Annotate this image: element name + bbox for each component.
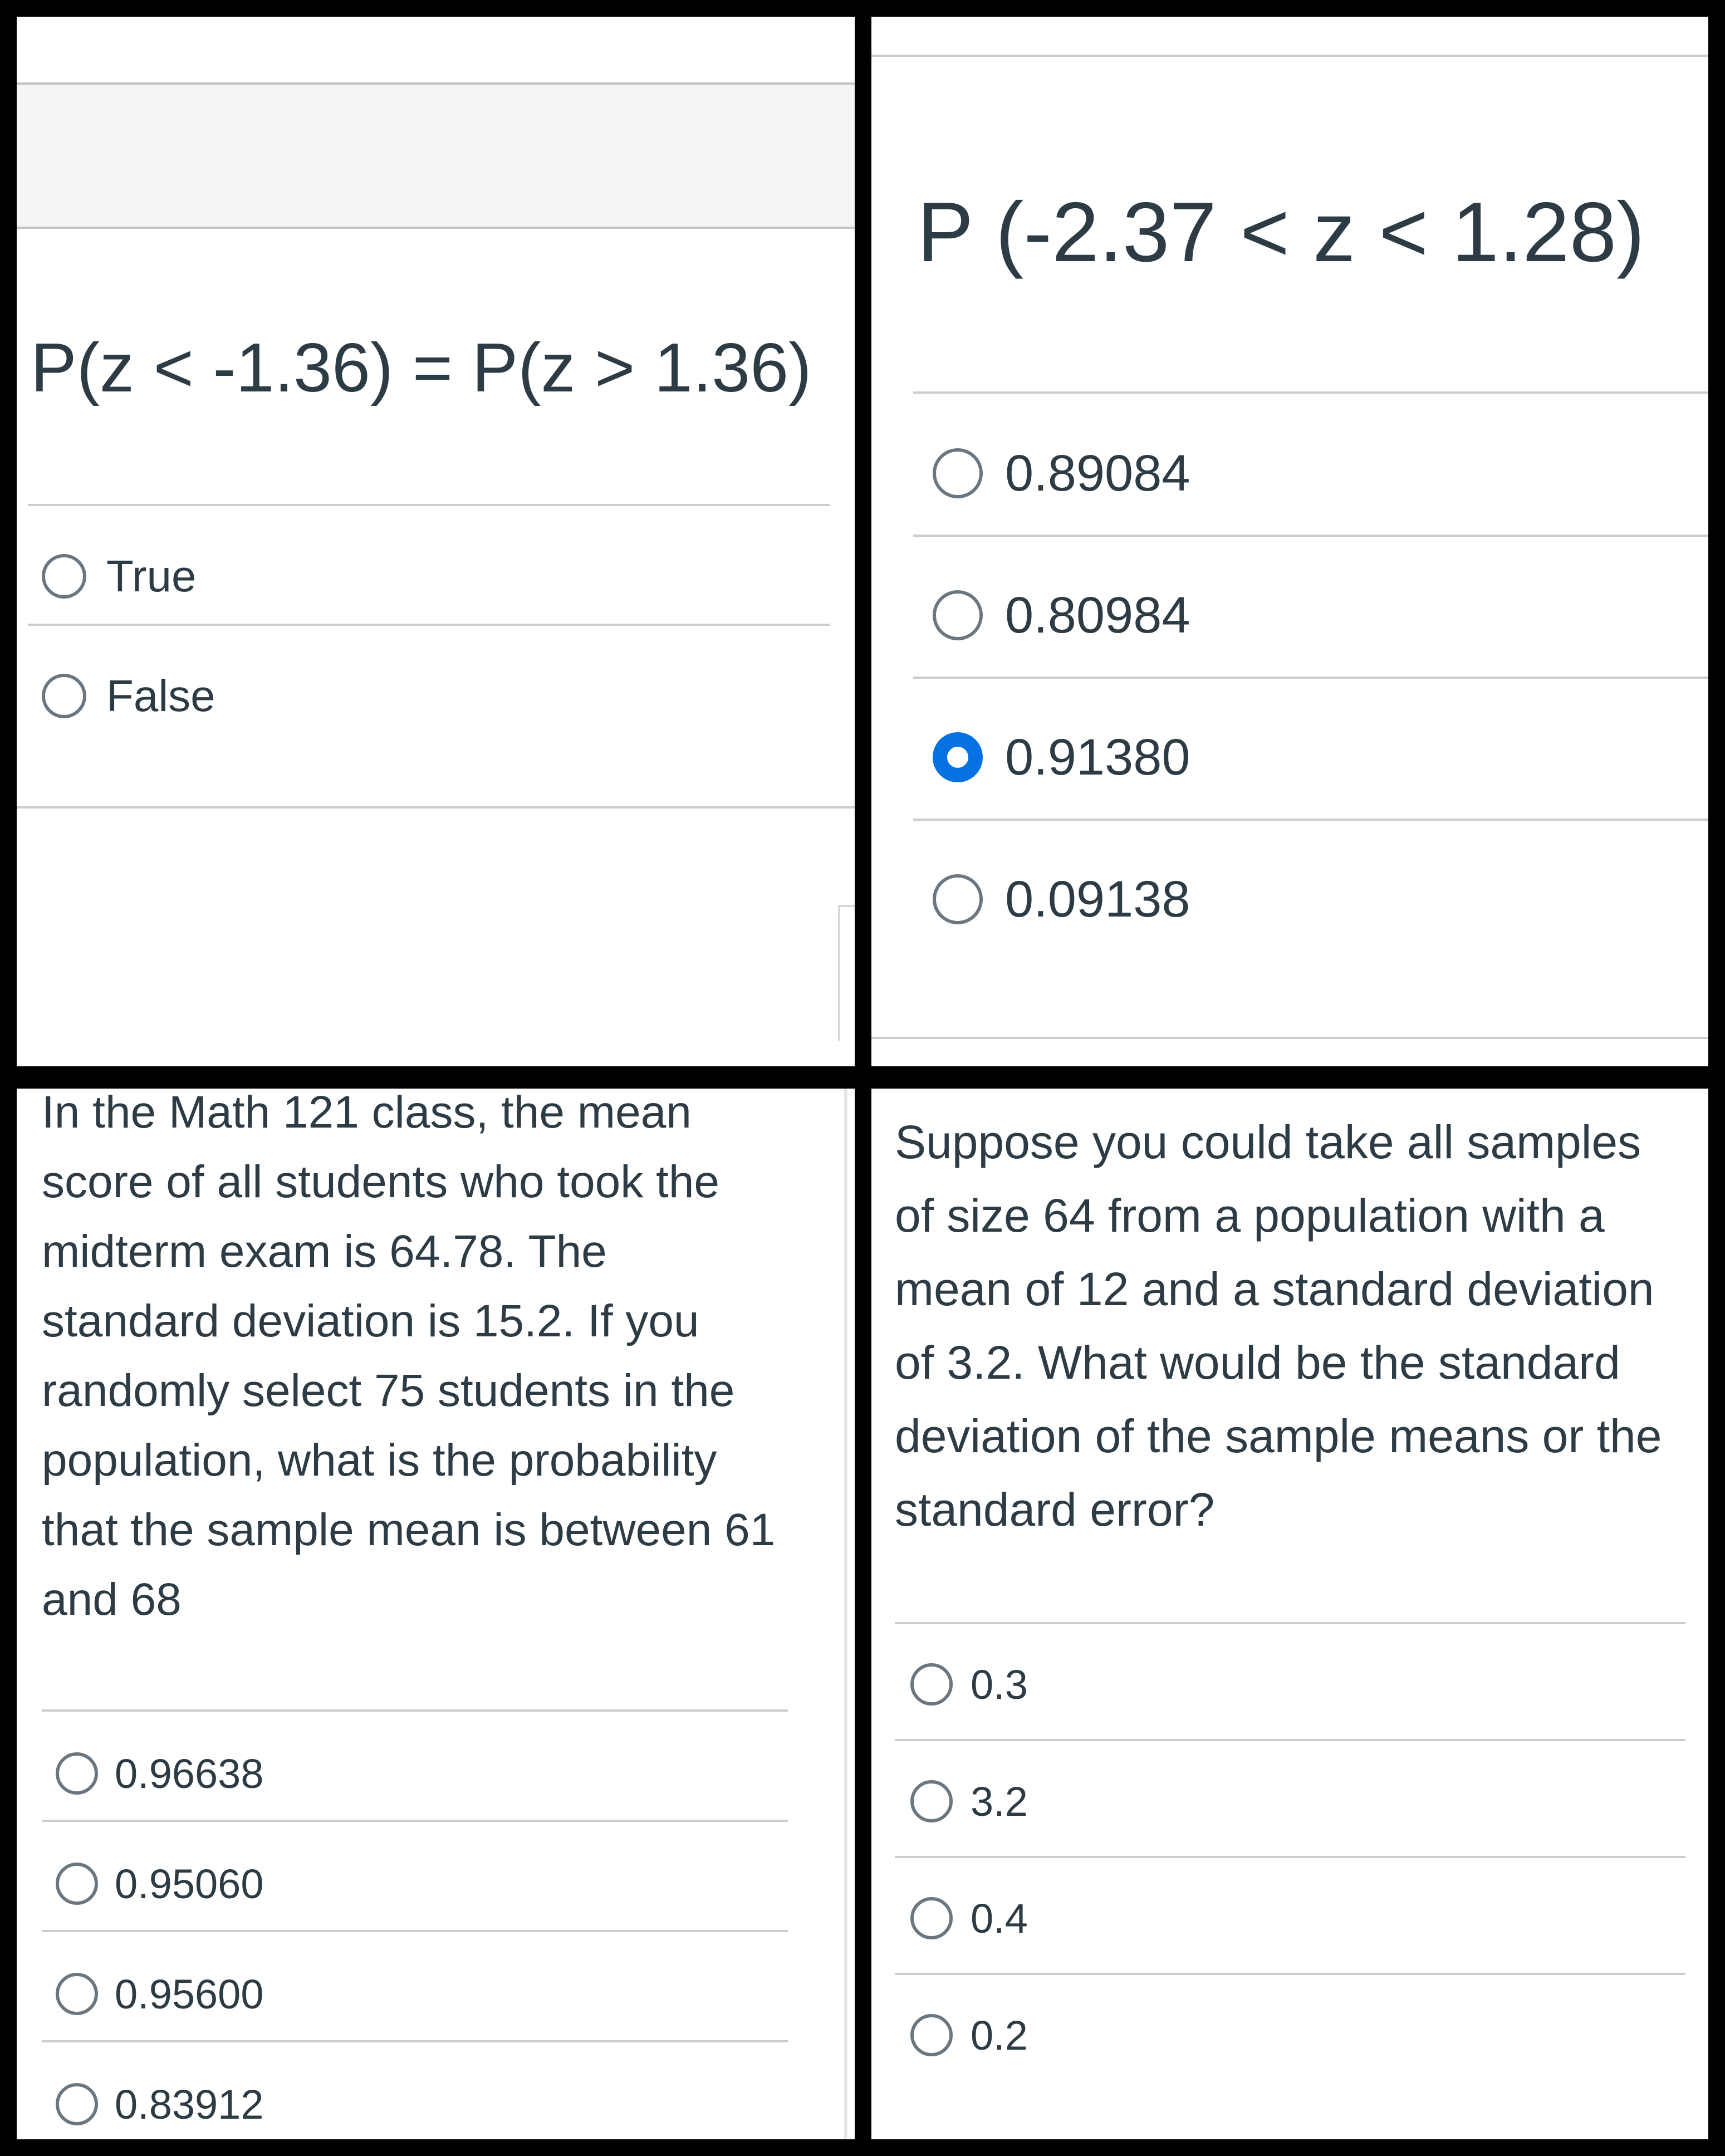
radio-button-icon[interactable] — [910, 1780, 953, 1822]
divider — [895, 1739, 1685, 1741]
radio-button-icon[interactable] — [56, 2083, 98, 2125]
radio-button-icon[interactable] — [910, 1897, 953, 1939]
question-text-line: and 68 — [42, 1574, 182, 1625]
panel-standard-error-question — [871, 1089, 1708, 2139]
panel-z-probability-question — [871, 17, 1708, 1066]
question-text-line: randomly select 75 students in the — [42, 1365, 735, 1416]
radio-button-icon[interactable] — [933, 874, 983, 924]
panel-header-band — [17, 82, 855, 229]
question-text-line: that the sample mean is between 61 — [42, 1505, 776, 1555]
question-text-line: of size 64 from a population with a — [895, 1189, 1605, 1242]
divider — [913, 819, 1708, 821]
answer-option-4[interactable] — [910, 1996, 1028, 2074]
answer-option-label: 0.2 — [971, 2012, 1028, 2059]
answer-option-label: 0.96638 — [115, 1750, 264, 1797]
question-text-line: midterm exam is 64.78. The — [42, 1226, 607, 1277]
answer-option-3-selected[interactable] — [933, 693, 1190, 821]
answer-option-4[interactable] — [933, 835, 1190, 963]
question-text-line: Suppose you could take all samples — [895, 1116, 1641, 1168]
divider — [17, 806, 855, 808]
answer-option-label: False — [106, 671, 215, 721]
answer-option-4[interactable] — [56, 2051, 264, 2139]
answer-option-label: 0.80984 — [1005, 586, 1190, 644]
answer-option-2[interactable] — [910, 1762, 1028, 1840]
answer-option-label: True — [106, 551, 197, 601]
question-text-line: mean of 12 and a standard deviation — [895, 1263, 1654, 1315]
answer-option-label: 0.3 — [971, 1661, 1028, 1708]
divider — [871, 55, 1708, 57]
divider — [42, 1709, 788, 1712]
panel-sample-mean-question — [17, 1089, 855, 2139]
radio-button-icon[interactable] — [42, 554, 86, 599]
question-text-line: In the Math 121 class, the mean — [42, 1089, 692, 1138]
answer-option-label: 3.2 — [971, 1778, 1028, 1825]
divider — [871, 1037, 1708, 1039]
divider — [913, 677, 1708, 679]
answer-option-label: 0.83912 — [115, 2081, 264, 2128]
scroll-edge — [838, 905, 855, 1041]
answer-option-label: 0.89084 — [1005, 444, 1190, 502]
divider — [913, 535, 1708, 537]
radio-button-icon[interactable] — [910, 2014, 953, 2056]
radio-button-icon[interactable] — [933, 448, 983, 498]
answer-option-1[interactable] — [910, 1645, 1028, 1723]
divider — [895, 1973, 1685, 1975]
divider — [895, 1856, 1685, 1858]
question-text-line: score of all students who took the — [42, 1157, 720, 1207]
radio-button-icon[interactable] — [56, 1863, 98, 1905]
divider — [28, 624, 830, 626]
answer-option-label: 0.95060 — [115, 1860, 264, 1907]
answer-option-label: 0.91380 — [1005, 728, 1190, 786]
divider — [42, 2040, 788, 2042]
answer-option-true[interactable] — [42, 537, 197, 615]
answer-option-1[interactable] — [56, 1721, 264, 1826]
radio-button-icon[interactable] — [910, 1663, 953, 1706]
radio-button-icon[interactable] — [56, 1973, 98, 2015]
divider — [28, 504, 830, 506]
answer-option-3[interactable] — [56, 1941, 264, 2047]
answer-option-label: 0.4 — [971, 1895, 1028, 1942]
question-text-line: standard deviation is 15.2. If you — [42, 1296, 699, 1346]
question-title: P(z < -1.36) = P(z > 1.36) — [31, 330, 812, 406]
question-text-line: standard error? — [895, 1483, 1215, 1536]
divider — [895, 1622, 1685, 1624]
question-text-line: population, what is the probability — [42, 1435, 717, 1486]
divider — [42, 1930, 788, 1932]
radio-button-icon[interactable] — [933, 590, 983, 640]
question-title: P (-2.37 < z < 1.28) — [917, 185, 1645, 280]
panel-right-border — [844, 1089, 847, 2139]
radio-button-icon[interactable] — [56, 1752, 98, 1795]
radio-button-selected-icon[interactable] — [933, 732, 983, 782]
divider — [913, 391, 1708, 394]
answer-option-label: 0.09138 — [1005, 870, 1190, 928]
answer-option-1[interactable] — [933, 409, 1190, 537]
answer-option-false[interactable] — [42, 657, 215, 735]
question-text — [42, 1089, 775, 1634]
answer-option-3[interactable] — [910, 1879, 1028, 1957]
question-text-line: deviation of the sample means or the — [895, 1410, 1662, 1462]
answer-option-2[interactable] — [933, 551, 1190, 679]
question-text — [895, 1105, 1662, 1546]
answer-option-2[interactable] — [56, 1831, 264, 1937]
question-text-line: of 3.2. What would be the standard — [895, 1336, 1620, 1389]
radio-button-icon[interactable] — [42, 674, 86, 718]
panel-true-false-question — [17, 17, 855, 1066]
divider — [42, 1820, 788, 1822]
answer-option-label: 0.95600 — [115, 1971, 264, 2017]
